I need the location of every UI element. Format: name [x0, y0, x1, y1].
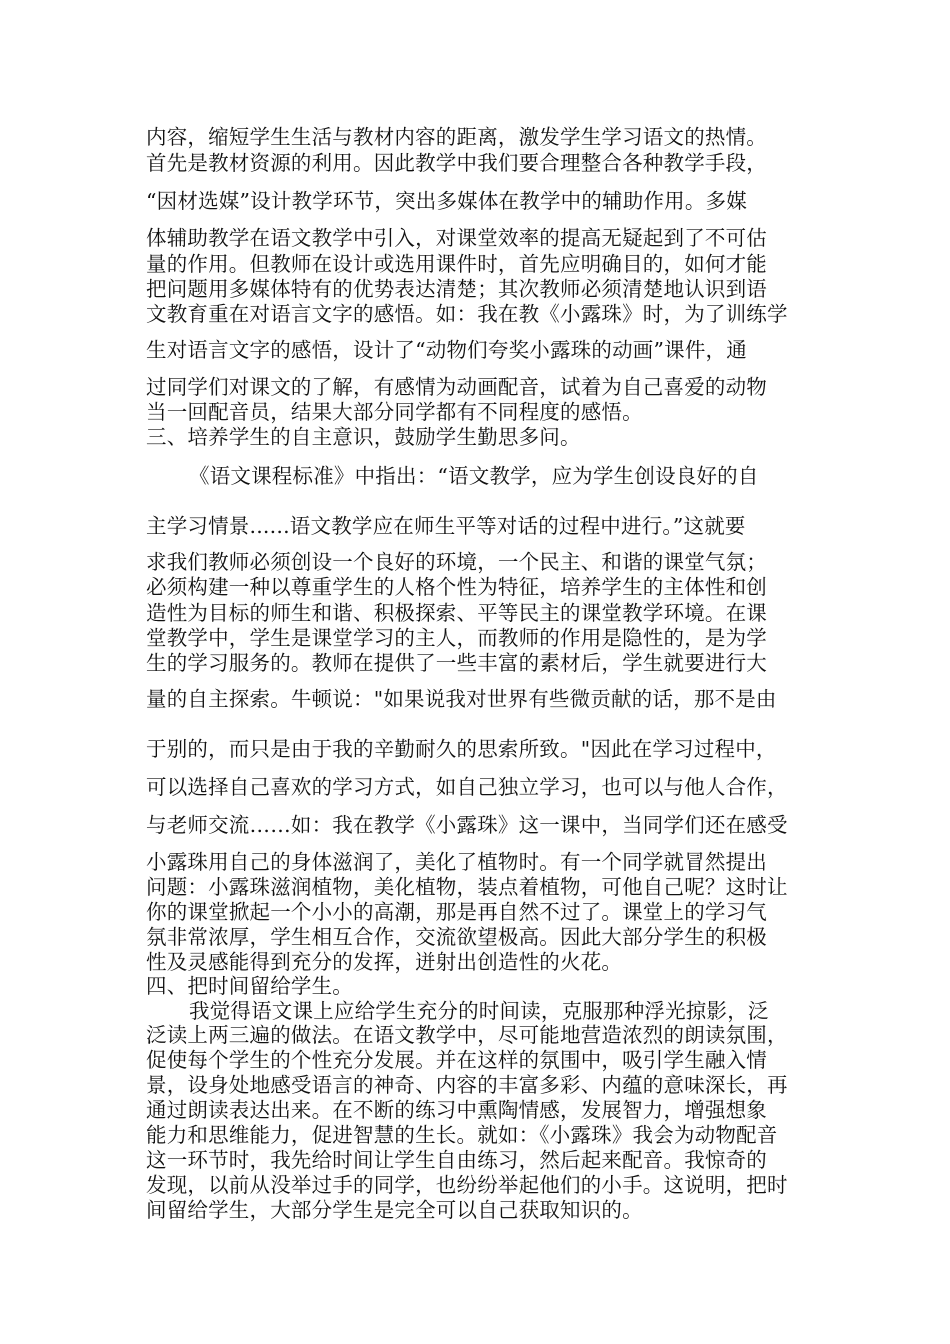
text-line: 首先是教材资源的利用。因此教学中我们要合理整合各种教学手段，	[146, 151, 767, 175]
text-line: 生对语言文字的感悟，设计了“动物们夸奖小露珠的动画”课件，通	[146, 338, 747, 362]
section-heading: 四、把时间留给学生。	[146, 974, 353, 998]
text-line: 促使每个学生的个性充分发展。并在这样的氛围中，吸引学生融入情	[146, 1048, 767, 1072]
text-line: 与老师交流……如：我在教学《小露珠》这一课中，当同学们还在感受	[146, 813, 788, 837]
text-line: 量的自主探索。牛顿说："如果说我对世界有些微贡献的话，那不是由	[146, 687, 777, 711]
text-line: 你的课堂掀起一个小小的高潮，那是再自然不过了。课堂上的学习气	[146, 900, 767, 924]
text-line: 这一环节时，我先给时间让学生自由练习，然后起来配音。我惊奇的	[146, 1148, 767, 1172]
text-line: 《语文课程标准》中指出：“语文教学，应为学生创设良好的自	[189, 464, 759, 488]
text-line: 通过朗读表达出来。在不断的练习中熏陶情感，发展智力，增强想象	[146, 1098, 767, 1122]
text-line: 小露珠用自己的身体滋润了，美化了植物时。有一个同学就冒然提出	[146, 850, 767, 874]
text-line: 体辅助教学在语文教学中引入，对课堂效率的提高无疑起到了不可估	[146, 226, 767, 250]
text-line: 造性为目标的师生和谐、积极探索、平等民主的课堂教学环境。在课	[146, 601, 767, 625]
text-line: 氛非常浓厚，学生相互合作，交流欲望极高。因此大部分学生的积极	[146, 925, 767, 949]
text-line: 性及灵感能得到充分的发挥，迸射出创造性的火花。	[146, 950, 623, 974]
text-line: 发现，以前从没举过手的同学，也纷纷举起他们的小手。这说明，把时	[146, 1173, 788, 1197]
text-line: 把问题用多媒体特有的优势表达清楚；其次教师必须清楚地认识到语	[146, 277, 767, 301]
text-line: 可以选择自己喜欢的学习方式，如自己独立学习，也可以与他人合作，	[146, 775, 788, 799]
text-line: “因材选媒”设计教学环节，突出多媒体在教学中的辅助作用。多媒	[146, 189, 747, 213]
text-line: 文教育重在对语言文字的感悟。如：我在教《小露珠》时，为了训练学	[146, 302, 788, 326]
text-line: 量的作用。但教师在设计或选用课件时，首先应明确目的，如何才能	[146, 252, 767, 276]
text-line: 景，设身处地感受语言的神奇、内容的丰富多彩、内蕴的意味深长，再	[146, 1073, 788, 1097]
text-line: 问题：小露珠滋润植物，美化植物，装点着植物，可他自己呢？这时让	[146, 875, 788, 899]
text-line: 堂教学中，学生是课堂学习的主人，而教师的作用是隐性的，是为学	[146, 626, 767, 650]
text-line: 泛读上两三遍的做法。在语文教学中，尽可能地营造浓烈的朗读氛围，	[146, 1023, 788, 1047]
text-line: 必须构建一种以尊重学生的人格个性为特征，培养学生的主体性和创	[146, 575, 767, 599]
text-line: 生的学习服务的。教师在提供了一些丰富的素材后，学生就要进行大	[146, 651, 767, 675]
text-line: 内容，缩短学生生活与教材内容的距离，激发学生学习语文的热情。	[146, 125, 767, 149]
text-line: 当一回配音员，结果大部分同学都有不同程度的感悟。	[146, 400, 643, 424]
section-heading: 三、培养学生的自主意识，鼓励学生勤思多问。	[146, 425, 581, 449]
text-line: 过同学们对课文的了解，有感情为动画配音，试着为自己喜爱的动物	[146, 375, 767, 399]
text-line: 能力和思维能力，促进智慧的生长。就如：《小露珠》我会为动物配音	[146, 1123, 778, 1147]
text-line: 于别的，而只是由于我的辛勤耐久的思索所致。"因此在学习过程中，	[146, 737, 777, 761]
text-line: 我觉得语文课上应给学生充分的时间读，克服那种浮光掠影，泛	[189, 999, 769, 1023]
text-line: 求我们教师必须创设一个良好的环境，一个民主、和谐的课堂气氛；	[146, 550, 767, 574]
text-line: 间留给学生，大部分学生是完全可以自己获取知识的。	[146, 1198, 643, 1222]
text-line: 主学习情景......语文教学应在师生平等对话的过程中进行。”这就要	[146, 514, 746, 538]
